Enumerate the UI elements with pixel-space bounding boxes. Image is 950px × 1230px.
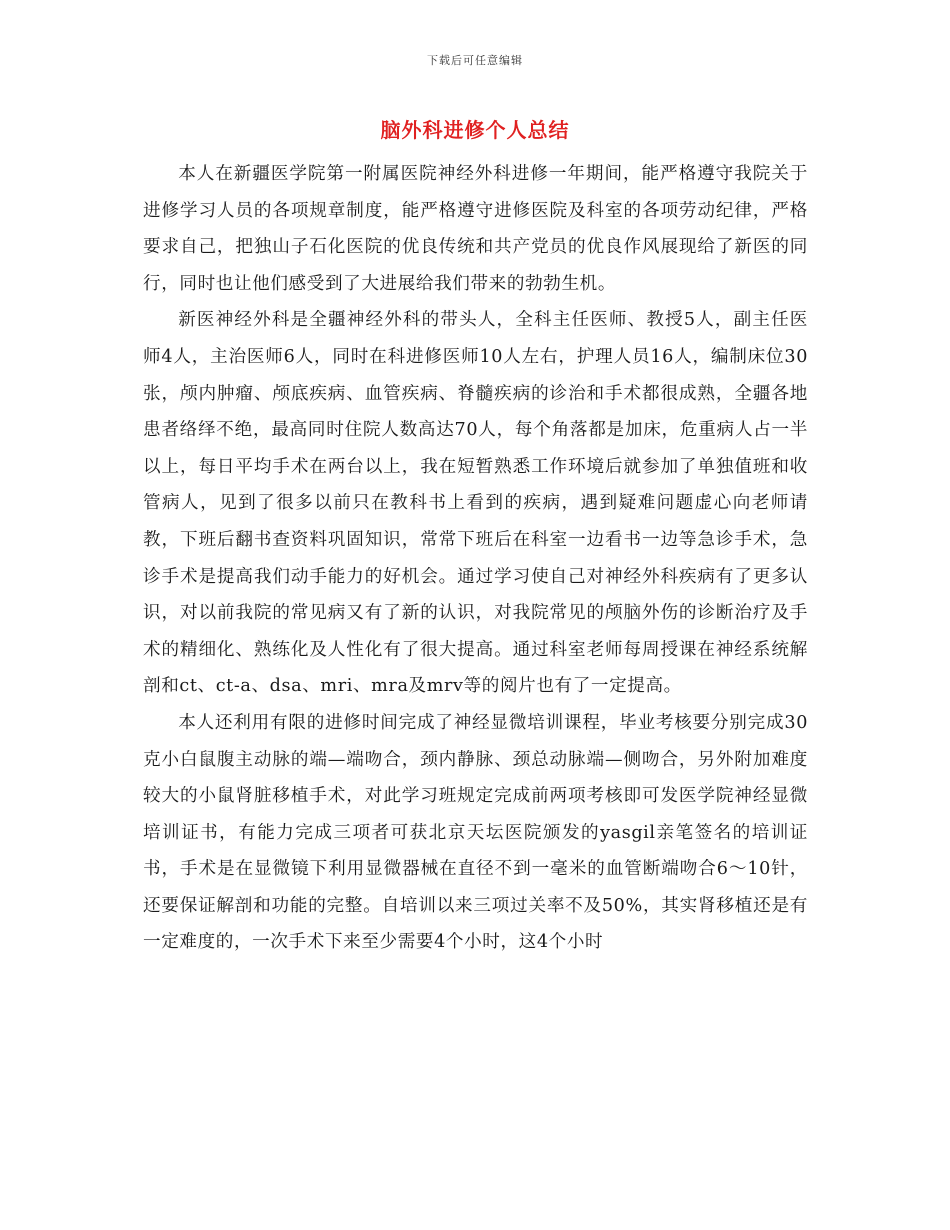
document-title: 脑外科进修个人总结 (380, 118, 570, 142)
paragraph-department: 新医神经外科是全疆神经外科的带头人，全科主任医师、教授5人，副主任医师4人，主治医师6人，同时在科进修医师10人左右，护理人员16人，编制床位30张，颅内肿瘤、颅底疾病、血管疾病、脊髓疾病的诊治和手术都很成熟，全疆各地患者络绎不绝，最高同时住院人数高达70人，每个角落都是加床，危重病人占一半以上，每日平均手术在两台以上，我在短暂熟悉工作环境后就参加了单独值班和收管病人，见到了很多以前只在教科书上看到的疾病，遇到疑难问题虚心向老师请教，下班后翻书查资料巩固知识，常常下班后在科室一边看书一边等急诊手术，急诊手术是提高我们动手能力的好机会。通过学习使自己对神经外科疾病有了更多认识，对以前我院的常见病又有了新的认识，对我院常见的颅脑外伤的诊断治疗及手术的精细化、熟练化及人性化有了很大提高。通过科室老师每周授课在神经系统解剖和ct、ct-a、dsa、mri、mra及mrv等的阅片也有了一定提高。 (143, 310, 808, 697)
header-note: 下载后可任意编辑 (427, 54, 523, 67)
paragraph-microsurgery: 本人还利用有限的进修时间完成了神经显微培训课程，毕业考核要分别完成30克小白鼠腹主动脉的端—端吻合，颈内静脉、颈总动脉端—侧吻合，另外附加难度较大的小鼠肾脏移植手术，对此学习班规定完成前两项考核即可发医学院神经显微培训证书，有能力完成三项者可获北京天坛医院颁发的yasgil亲笔签名的培训证书，手术是在显微镜下利用显微器械在直径不到一毫米的血管断端吻合6～10针，还要保证解剖和功能的完整。自培训以来三项过关率不及50%，其实肾移植还是有一定难度的，一次手术下来至少需要4个小时，这4个小时 (143, 712, 808, 953)
document-body (143, 156, 808, 961)
paragraph-intro: 本人在新疆医学院第一附属医院神经外科进修一年期间，能严格遵守我院关于进修学习人员的各项规章制度，能严格遵守进修医院及科室的各项劳动纪律，严格要求自己，把独山子石化医院的优良传统和共产党员的优良作风展现给了新医的同行，同时也让他们感受到了大进展给我们带来的勃勃生机。 (143, 164, 808, 294)
